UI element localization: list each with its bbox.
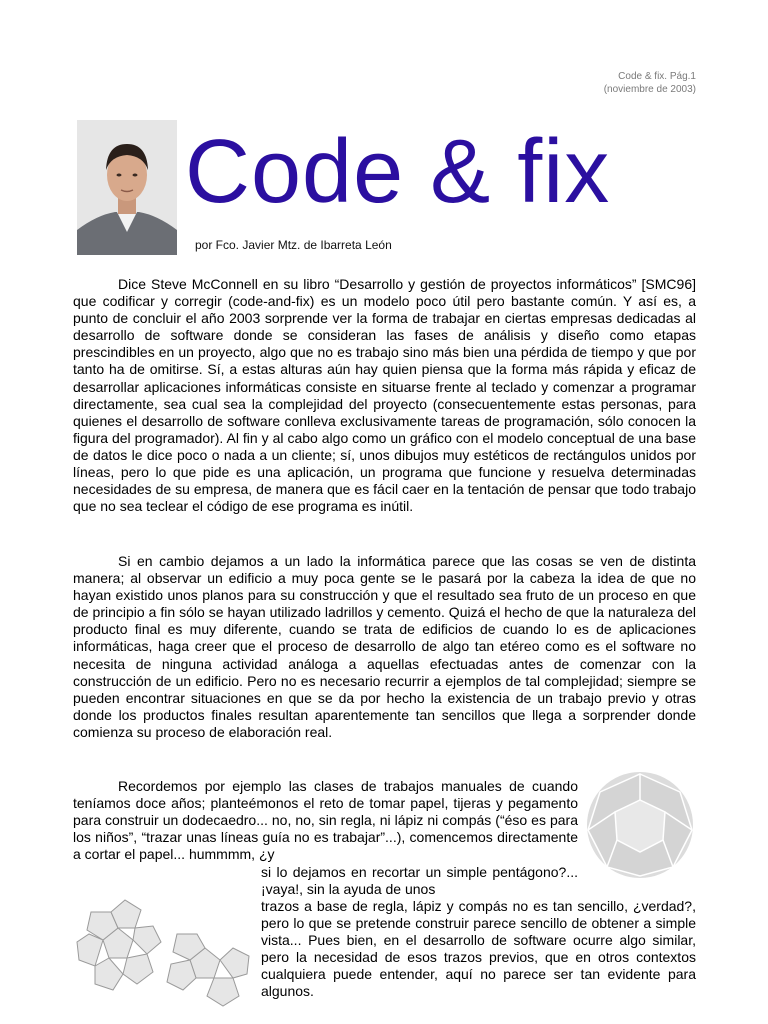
author-photo xyxy=(77,120,177,255)
paragraph-3-part-a xyxy=(73,778,578,863)
paragraph-1 xyxy=(73,276,696,515)
paragraph-2-text: Si en cambio dejamos a un lado la informática parece que las cosas se ven de distinta manera; al observar un edificio a muy poca gente se le pasará por la cabeza la idea de que no hayan existido unos planos para su construcción y que el resultado sea fruto de un proceso en que de principio a fin sólo se hayan utilizado ladrillos y cemento. Quizá el hecho de que la naturaleza del producto final es muy diferente, cuando se trata de edificios de cuando lo es de aplicaciones informáticas, haga creer que el proceso de desarrollo de algo tan etéreo como es el software no necesita de ninguna actividad análoga a aquellas efectuadas antes de comenzar con la construcción de un edificio. Pero no es necesario recurrir a ejemplos de tal complejidad; siempre se pueden encontrar situaciones en que se da por hecho la existencia de un trabajo previo y otras donde los productos finales resultan aparentemente tan sencillos que llega a sorprender donde comienza su proceso de elaboración real. xyxy=(73,553,696,740)
paragraph-1-text: Dice Steve McConnell en su libro “Desarrollo y gestión de proyectos informáticos” [SMC96] que codificar y corregir (code-and-fix) es un modelo poco útil pero bastante común. Y así es, a punto de concluir el año 2003 sorprende ver la forma de trabajar en ciertas empresas dedicadas al desarrollo de software donde se consideran las fases de análisis y diseño como etapas prescindibles en un proyecto, algo que no es trabajo sino más bien una pérdida de tiempo y que por tanto ha de omitirse. Sí, a estas alturas aún hay quien piensa que la forma más rápida y eficaz de desarrollar aplicaciones informáticas consiste en situarse frente al teclado y comenzar a programar directamente, sea cual sea la complejidad del proyecto (consecuentemente estas personas, para quienes el desarrollo de software conlleva exclusivamente tareas de programación, sólo conocen la figura del programador). Al fin y al cabo algo como un gráfico con el modelo conceptual de una base de datos le dice poco o nada a un cliente; sí, unos dibujos muy estéticos de rectángulos unidos por líneas, pero lo que pide es una aplicación, un programa que funcione y resuelva determinadas necesidades de su empresa, de manera que es fácil caer en la tentación de pensar que todo trabajo que no sea teclear el código de ese programa es inútil. xyxy=(73,276,696,515)
document-title: Code & fix xyxy=(185,122,611,222)
paragraph-2 xyxy=(73,553,696,741)
author-byline: por Fco. Javier Mtz. de Ibarreta León xyxy=(195,238,392,252)
page-header-note xyxy=(604,70,696,96)
paragraph-3a-text: Recordemos por ejemplo las clases de trabajos manuales de cuando teníamos doce años; planteémonos el reto de tomar papel, tijeras y pegamento para construir un dodecaedro... no, no, sin regla, ni lápiz ni compás (“éso es para los niños”, “trazar unas líneas guía no es trabajar”...), comencemos directamente a cortar el papel... hummmm, ¿y xyxy=(73,778,578,863)
dodecahedron-image xyxy=(585,770,695,880)
header-date: (noviembre de 2003) xyxy=(603,84,696,95)
header-page-number: Code & fix. Pág.1 xyxy=(618,71,696,82)
dodecahedron-net-image xyxy=(73,878,255,1008)
paragraph-3-part-b: si lo dejamos en recortar un simple pentágono?... ¡vaya!, sin la ayuda de unos xyxy=(261,864,578,898)
paragraph-3-part-c: trazos a base de regla, lápiz y compás no es tan sencillo, ¿verdad?, pero lo que se pretende construir parece sencillo de obtener a simple vista... Pues bien, en el desarrollo de software ocurre algo similar, pero la necesidad de esos trazos previos, que en otros contextos cualquiera puede entender, aquí no parece ser tan evidente para algunos. xyxy=(261,898,696,1000)
